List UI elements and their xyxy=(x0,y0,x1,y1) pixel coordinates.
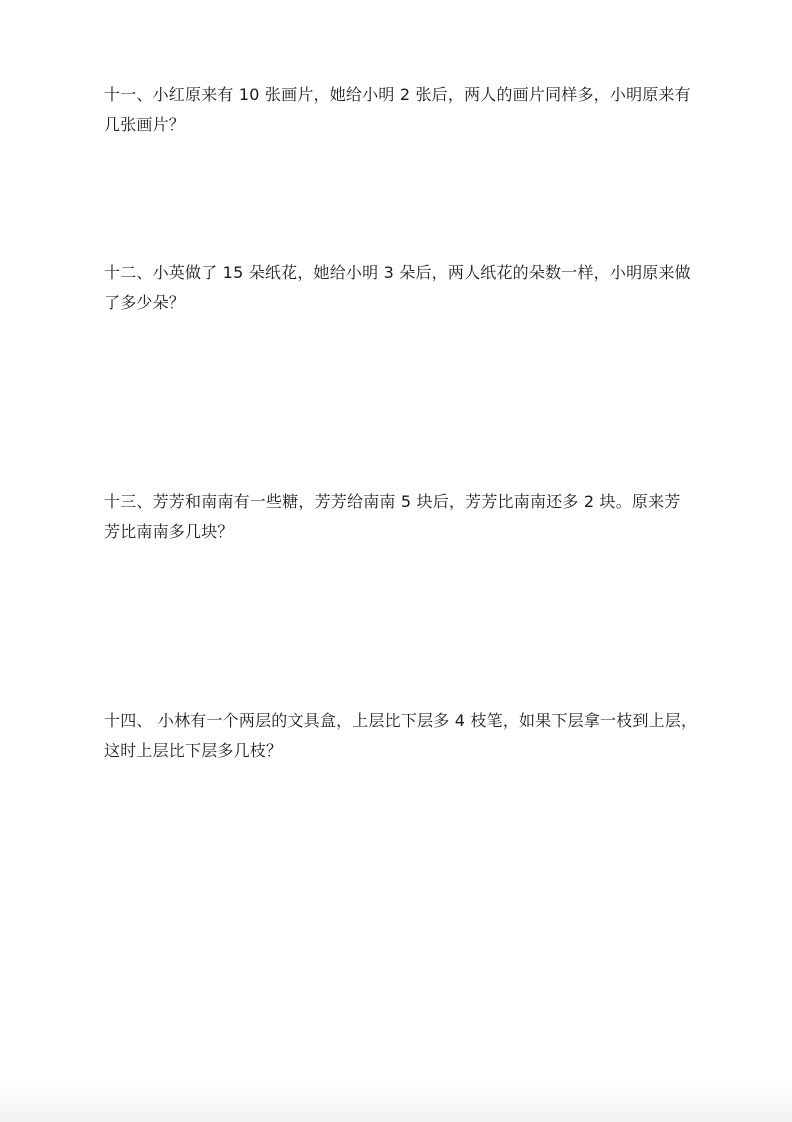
question-11 xyxy=(104,80,724,140)
question-13-line-2: 芳比南南多几块？ xyxy=(104,522,234,541)
question-14-line-1: 十四、 小林有一个两层的文具盒，上层比下层多 4 枝笔，如果下层拿一枝到上层， xyxy=(104,711,698,730)
question-14-line-2: 这时上层比下层多几枝？ xyxy=(104,741,283,760)
question-12-line-1: 十二、小英做了 15 朵纸花，她给小明 3 朵后，两人纸花的朵数一样，小明原来做 xyxy=(104,263,691,282)
question-13 xyxy=(104,487,724,547)
question-11-line-1: 十一、小红原来有 10 张画片，她给小明 2 张后，两人的画片同样多，小明原来有 xyxy=(104,85,691,104)
question-12 xyxy=(104,258,724,318)
question-12-line-2: 了多少朵？ xyxy=(104,293,186,312)
question-14 xyxy=(104,706,724,766)
page-bottom-shadow xyxy=(0,1082,792,1122)
question-11-line-2: 几张画片？ xyxy=(104,115,186,134)
question-13-line-1: 十三、芳芳和南南有一些糖，芳芳给南南 5 块后，芳芳比南南还多 2 块。原来芳 xyxy=(104,492,681,511)
